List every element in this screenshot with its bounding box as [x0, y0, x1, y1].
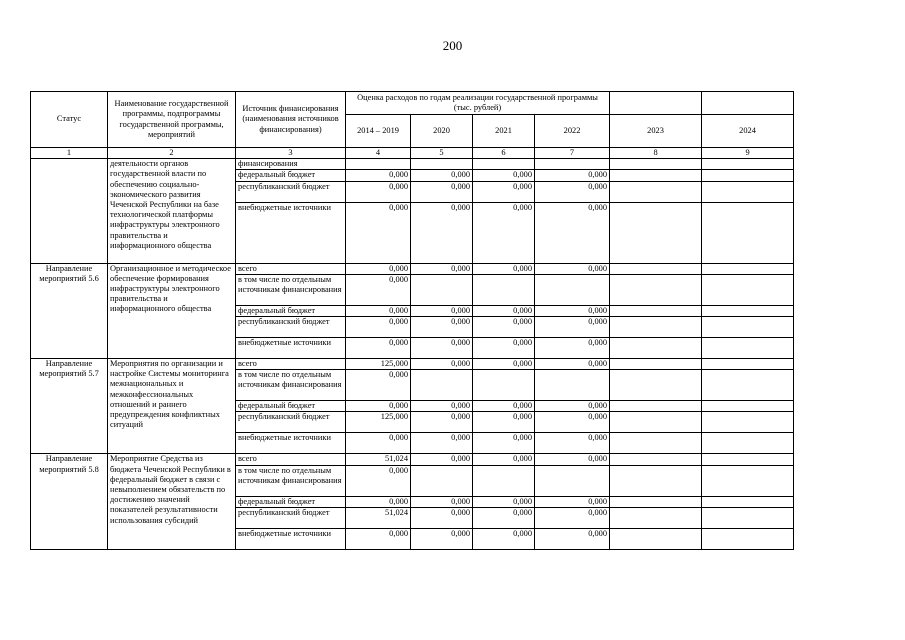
value-cell: 0,000: [411, 528, 473, 549]
value-cell: 0,000: [346, 528, 411, 549]
value-cell: 0,000: [473, 401, 535, 412]
value-cell: 0,000: [473, 317, 535, 338]
value-cell: 0,000: [535, 170, 610, 181]
value-cell: 0,000: [411, 496, 473, 507]
status-cell: [31, 159, 108, 263]
value-cell: 0,000: [535, 496, 610, 507]
source-cell: федеральный бюджет: [236, 496, 346, 507]
value-cell: [411, 465, 473, 496]
value-cell: [610, 412, 702, 433]
value-cell: 0,000: [535, 401, 610, 412]
value-cell: [702, 507, 794, 528]
header-year: 2024: [702, 115, 794, 148]
value-cell: [702, 317, 794, 338]
value-cell: 0,000: [411, 401, 473, 412]
value-cell: 0,000: [346, 202, 411, 263]
value-cell: 0,000: [346, 496, 411, 507]
value-cell: [473, 274, 535, 305]
header-source: Источник финансирования (наименования источников финансирования): [236, 92, 346, 148]
source-cell: федеральный бюджет: [236, 401, 346, 412]
value-cell: [535, 370, 610, 401]
value-cell: 0,000: [411, 359, 473, 370]
value-cell: 0,000: [346, 401, 411, 412]
value-cell: 0,000: [346, 181, 411, 202]
value-cell: 0,000: [346, 465, 411, 496]
source-cell: всего: [236, 359, 346, 370]
value-cell: [702, 359, 794, 370]
value-cell: 0,000: [473, 528, 535, 549]
value-cell: 0,000: [473, 170, 535, 181]
value-cell: 0,000: [535, 305, 610, 316]
status-cell: Направление мероприятий 5.8: [31, 454, 108, 549]
value-cell: 0,000: [535, 338, 610, 359]
table-row: [31, 263, 794, 274]
value-cell: [702, 170, 794, 181]
value-cell: [610, 338, 702, 359]
header-year: 2020: [411, 115, 473, 148]
source-cell: внебюджетные источники: [236, 202, 346, 263]
value-cell: 0,000: [346, 263, 411, 274]
source-cell: в том числе по отдельным источникам финансирования: [236, 370, 346, 401]
value-cell: 0,000: [411, 338, 473, 359]
table-row: [31, 454, 794, 465]
value-cell: [702, 202, 794, 263]
value-cell: 0,000: [535, 528, 610, 549]
value-cell: [702, 338, 794, 359]
value-cell: 0,000: [535, 412, 610, 433]
column-number: 3: [236, 148, 346, 159]
value-cell: 0,000: [473, 433, 535, 454]
header-year: 2014 – 2019: [346, 115, 411, 148]
source-cell: внебюджетные источники: [236, 338, 346, 359]
value-cell: 0,000: [411, 454, 473, 465]
value-cell: 0,000: [411, 305, 473, 316]
value-cell: 0,000: [346, 370, 411, 401]
value-cell: 0,000: [473, 263, 535, 274]
value-cell: [702, 465, 794, 496]
value-cell: 0,000: [473, 181, 535, 202]
column-number: 9: [702, 148, 794, 159]
source-cell: в том числе по отдельным источникам финансирования: [236, 465, 346, 496]
value-cell: [702, 181, 794, 202]
header-blank-9: [702, 92, 794, 115]
value-cell: [702, 496, 794, 507]
value-cell: [346, 159, 411, 170]
status-cell: Направление мероприятий 5.7: [31, 359, 108, 454]
value-cell: [702, 528, 794, 549]
value-cell: [610, 401, 702, 412]
value-cell: [535, 159, 610, 170]
value-cell: 0,000: [473, 359, 535, 370]
column-number: 5: [411, 148, 473, 159]
value-cell: 0,000: [346, 170, 411, 181]
value-cell: 0,000: [411, 181, 473, 202]
value-cell: 0,000: [473, 305, 535, 316]
value-cell: 0,000: [473, 202, 535, 263]
value-cell: 0,000: [346, 305, 411, 316]
value-cell: [610, 305, 702, 316]
value-cell: [411, 159, 473, 170]
value-cell: [610, 317, 702, 338]
value-cell: [411, 370, 473, 401]
value-cell: [702, 274, 794, 305]
page-number: 200: [442, 38, 463, 53]
value-cell: 0,000: [535, 433, 610, 454]
column-number: 6: [473, 148, 535, 159]
value-cell: 0,000: [346, 317, 411, 338]
source-cell: финансирования: [236, 159, 346, 170]
value-cell: [411, 274, 473, 305]
value-cell: [535, 274, 610, 305]
header-status: Статус: [31, 92, 108, 148]
value-cell: 0,000: [411, 317, 473, 338]
column-number: 4: [346, 148, 411, 159]
value-cell: 0,000: [411, 202, 473, 263]
value-cell: 0,000: [473, 496, 535, 507]
value-cell: [702, 433, 794, 454]
source-cell: всего: [236, 263, 346, 274]
value-cell: 0,000: [346, 433, 411, 454]
value-cell: 0,000: [473, 412, 535, 433]
value-cell: [702, 305, 794, 316]
source-cell: внебюджетные источники: [236, 433, 346, 454]
value-cell: [702, 401, 794, 412]
source-cell: федеральный бюджет: [236, 305, 346, 316]
value-cell: 0,000: [473, 507, 535, 528]
value-cell: [610, 202, 702, 263]
value-cell: 0,000: [535, 263, 610, 274]
value-cell: 125,000: [346, 359, 411, 370]
value-cell: 0,000: [346, 338, 411, 359]
value-cell: [702, 454, 794, 465]
value-cell: [702, 370, 794, 401]
header-year: 2023: [610, 115, 702, 148]
value-cell: [473, 159, 535, 170]
value-cell: 0,000: [346, 274, 411, 305]
value-cell: [610, 170, 702, 181]
value-cell: 0,000: [411, 412, 473, 433]
value-cell: 51,024: [346, 507, 411, 528]
status-cell: Направление мероприятий 5.6: [31, 263, 108, 358]
column-number: 1: [31, 148, 108, 159]
value-cell: [610, 274, 702, 305]
header-year: 2021: [473, 115, 535, 148]
value-cell: [702, 263, 794, 274]
value-cell: [610, 263, 702, 274]
source-cell: республиканский бюджет: [236, 317, 346, 338]
source-cell: в том числе по отдельным источникам финансирования: [236, 274, 346, 305]
value-cell: [473, 370, 535, 401]
value-cell: 51,024: [346, 454, 411, 465]
value-cell: [473, 465, 535, 496]
value-cell: 0,000: [535, 507, 610, 528]
value-cell: 125,000: [346, 412, 411, 433]
value-cell: 0,000: [411, 433, 473, 454]
source-cell: федеральный бюджет: [236, 170, 346, 181]
value-cell: [610, 181, 702, 202]
value-cell: [702, 159, 794, 170]
budget-table: [30, 91, 794, 550]
column-number: 2: [108, 148, 236, 159]
column-number: 7: [535, 148, 610, 159]
value-cell: [610, 496, 702, 507]
header-estimate: Оценка расходов по годам реализации государственной программы (тыс. рублей): [346, 92, 610, 115]
column-number: 8: [610, 148, 702, 159]
measure-name-cell: деятельности органов государственной власти по обеспечению социально-экономического развития Чеченской Республики на базе технологической платформы инфраструктуры электронного правительства и информационного общества: [108, 159, 236, 263]
value-cell: [610, 370, 702, 401]
value-cell: 0,000: [535, 454, 610, 465]
value-cell: 0,000: [535, 202, 610, 263]
source-cell: республиканский бюджет: [236, 181, 346, 202]
source-cell: республиканский бюджет: [236, 412, 346, 433]
value-cell: [535, 465, 610, 496]
value-cell: [610, 159, 702, 170]
source-cell: внебюджетные источники: [236, 528, 346, 549]
table-row: [31, 359, 794, 370]
value-cell: 0,000: [535, 181, 610, 202]
header-name: Наименование государственной программы, подпрограммы государственной программы, мероприятий: [108, 92, 236, 148]
value-cell: 0,000: [411, 263, 473, 274]
header-blank-8: [610, 92, 702, 115]
value-cell: [610, 454, 702, 465]
header-year: 2022: [535, 115, 610, 148]
value-cell: 0,000: [473, 454, 535, 465]
value-cell: [610, 359, 702, 370]
table-row: [31, 159, 794, 170]
value-cell: 0,000: [535, 359, 610, 370]
value-cell: 0,000: [535, 317, 610, 338]
value-cell: [610, 433, 702, 454]
measure-name-cell: Организационное и методическое обеспечение формирования инфраструктуры электронного правительства и информационного общества: [108, 263, 236, 358]
value-cell: 0,000: [411, 170, 473, 181]
value-cell: [610, 528, 702, 549]
source-cell: всего: [236, 454, 346, 465]
source-cell: республиканский бюджет: [236, 507, 346, 528]
value-cell: [702, 412, 794, 433]
measure-name-cell: Мероприятие Средства из бюджета Чеченской Республики в федеральный бюджет в связи с невыполнением обязательств по достижению значений показателей результативности использования субсидий: [108, 454, 236, 549]
measure-name-cell: Мероприятия по организации и настройке Системы мониторинга межнациональных и межконфессиональных отношений и раннего предупреждения конфликтных ситуаций: [108, 359, 236, 454]
value-cell: [610, 465, 702, 496]
value-cell: 0,000: [473, 338, 535, 359]
value-cell: 0,000: [411, 507, 473, 528]
value-cell: [610, 507, 702, 528]
